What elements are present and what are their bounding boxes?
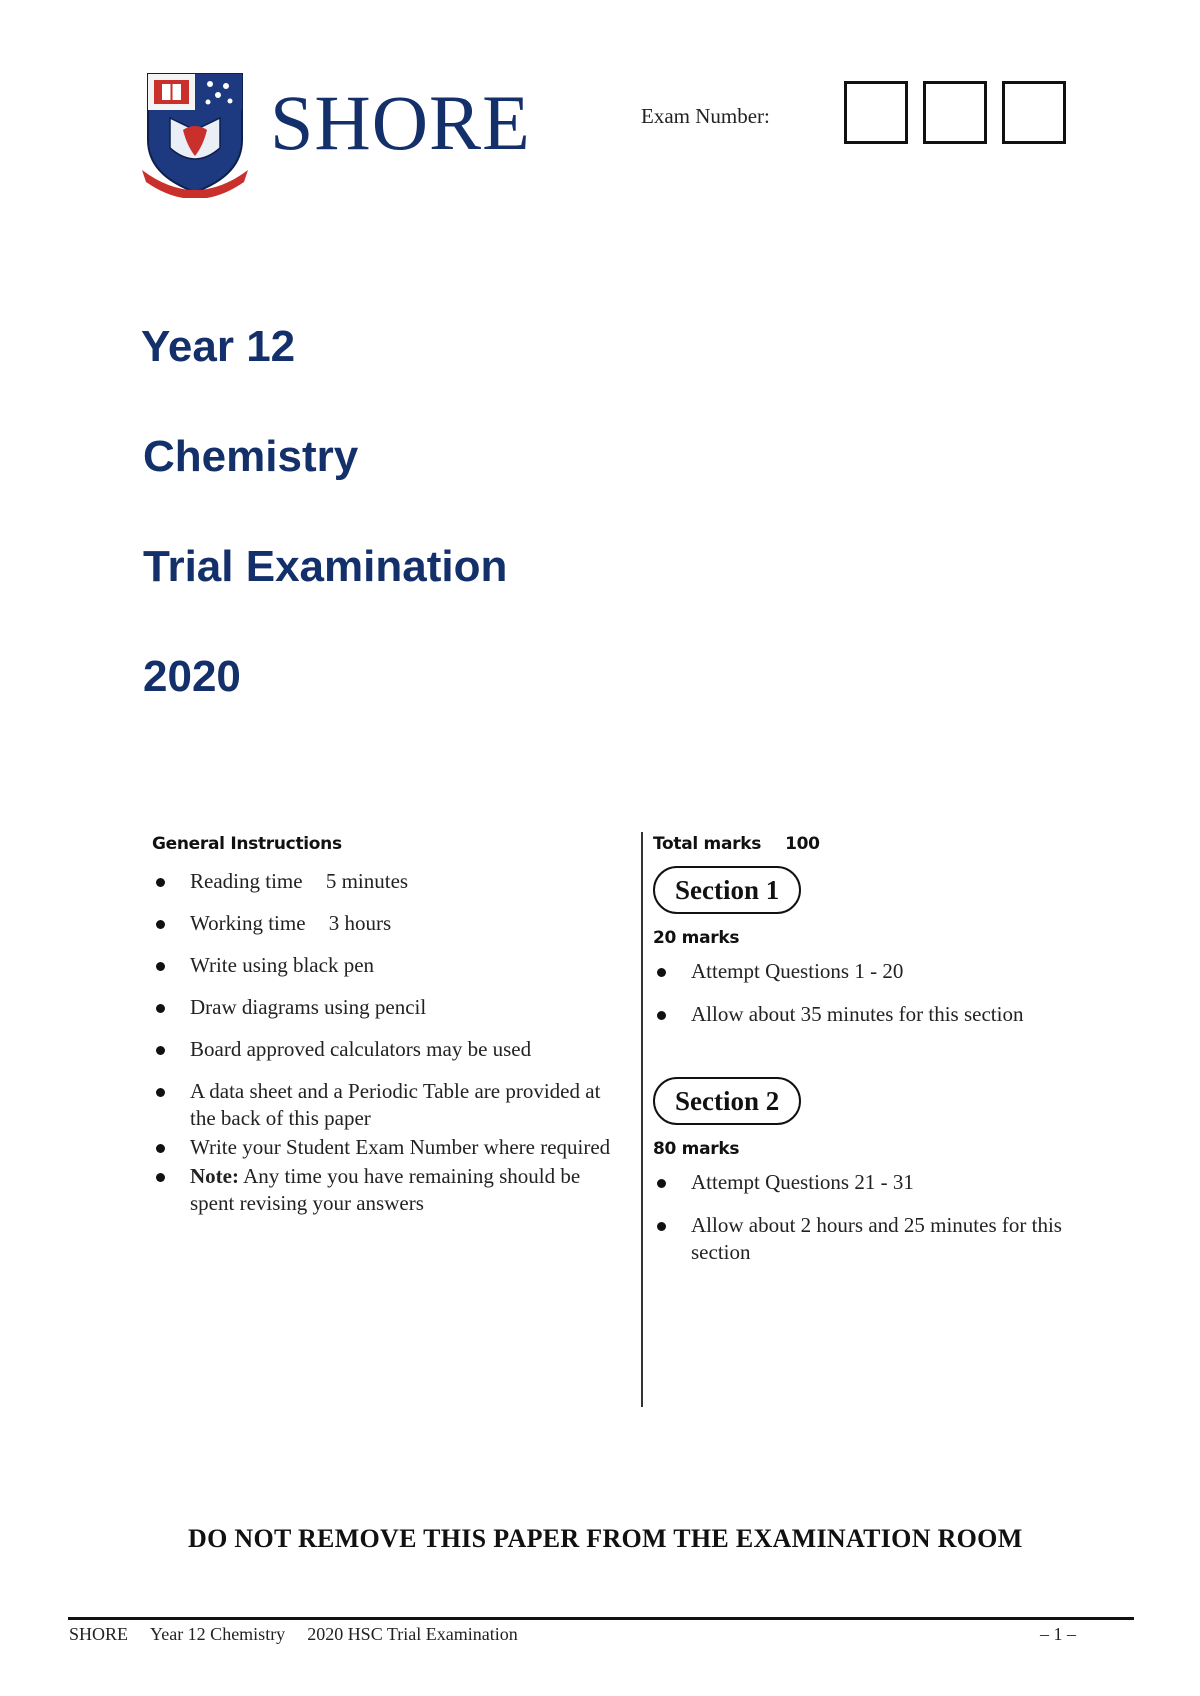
exam-room-warning: DO NOT REMOVE THIS PAPER FROM THE EXAMINATION ROOM [188,1524,1023,1553]
instruction-item [152,1134,622,1161]
instruction-text: Any time you have remaining should be spent revising your answers [190,1164,581,1215]
note-label: Note: [190,1164,239,1188]
section-2-badge: Section 2 [653,1077,801,1125]
general-instructions [152,834,622,1219]
section-2-item: Attempt Questions 21 - 31 [653,1169,1113,1196]
school-wordmark: SHORE [270,79,531,166]
section-1-badge: Section 1 [653,866,801,914]
instruction-text: Working time [190,911,306,935]
title-year: Year 12 [141,322,296,371]
instruction-value: 3 hours [328,911,392,935]
instruction-text: Board approved calculators may be used [190,1037,532,1061]
column-divider [641,832,643,1407]
instruction-text: Reading time [190,869,303,893]
title-exam-type: Trial Examination [143,542,508,591]
title-subject: Chemistry [143,432,359,481]
total-marks [653,834,1113,854]
section-1-list [653,958,1113,1028]
total-marks-label: Total marks [653,834,762,854]
exam-number-label: Exam Number: [641,104,770,128]
school-crest-logo [140,70,250,198]
exam-number-box-2[interactable] [923,81,987,144]
instructions-heading: General Instructions [152,834,342,854]
instruction-item [152,994,622,1021]
page-number: – 1 – [1040,1624,1076,1644]
total-marks-value: 100 [785,834,820,854]
instruction-item [152,868,622,895]
instruction-text: Write your Student Exam Number where required [190,1135,611,1159]
instruction-text: Draw diagrams using pencil [190,995,427,1019]
footer-course: Year 12 Chemistry [150,1624,286,1644]
exam-number-box-3[interactable] [1002,81,1066,144]
section-2-marks: 80 marks [653,1139,740,1159]
exam-structure [653,834,1113,1266]
title-year-date: 2020 [143,652,241,701]
section-1-marks: 20 marks [653,928,740,948]
section-2-item: Allow about 2 hours and 25 minutes for this section [653,1212,1113,1266]
section-2-list [653,1169,1113,1266]
instruction-item [152,1163,622,1217]
instruction-item [152,910,622,937]
footer-rule [68,1617,1134,1620]
footer-school: SHORE [69,1624,129,1644]
exam-number-boxes [844,81,1066,144]
footer-exam: 2020 HSC Trial Examination [307,1624,518,1644]
instructions-list [152,868,622,1217]
instruction-item [152,1036,622,1063]
section-1-item: Attempt Questions 1 - 20 [653,958,1113,985]
instruction-item [152,952,622,979]
instruction-item [152,1078,622,1132]
instruction-text: A data sheet and a Periodic Table are provided at the back of this paper [190,1079,601,1130]
section-1-item: Allow about 35 minutes for this section [653,1001,1113,1028]
exam-number-box-1[interactable] [844,81,908,144]
instruction-value: 5 minutes [325,869,409,893]
instruction-text: Write using black pen [190,953,375,977]
footer-info [69,1624,518,1645]
